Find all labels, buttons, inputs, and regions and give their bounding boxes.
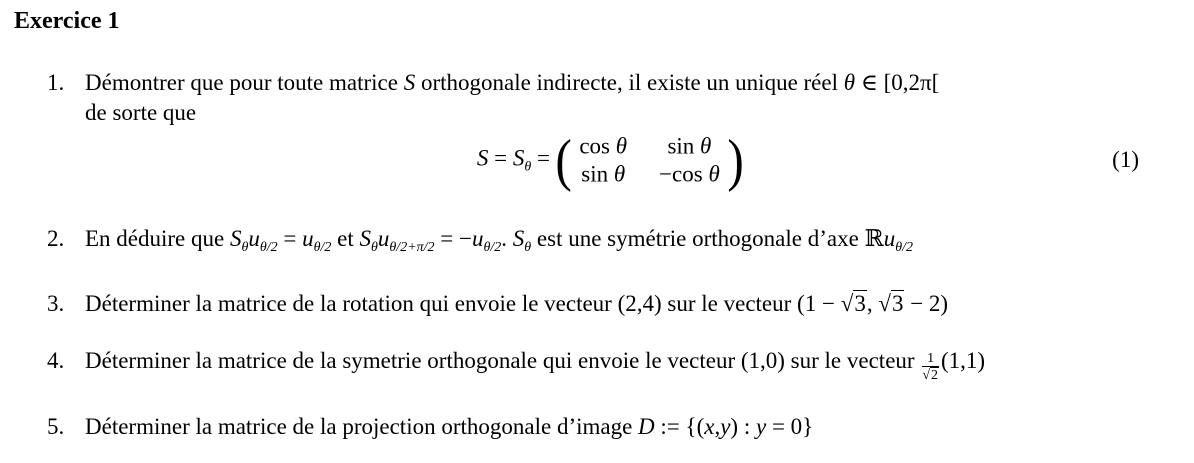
subscript: θ/2 (313, 240, 332, 255)
equals-sign: = (488, 145, 513, 170)
list-item-5 (47, 412, 1180, 442)
list-item-2 (47, 224, 1180, 263)
text-segment: Déterminer la matrice de la symetrie orthogonale qui envoie le vecteur (1,0) sur le vecteur (85, 348, 921, 373)
equation-lhs (477, 145, 550, 175)
equals-sign: = (277, 226, 303, 251)
item4-line (85, 346, 1180, 383)
matrix-cell-10 (579, 161, 627, 188)
item-number: 4. (47, 348, 65, 373)
matrix-cell-00 (579, 133, 627, 160)
matrix-cell-11 (659, 161, 720, 188)
text-segment: et (331, 226, 360, 251)
paren-close: ) (727, 127, 744, 192)
item-number: 1. (47, 70, 65, 95)
matrix (579, 133, 719, 188)
math-var-u: u (377, 226, 390, 251)
subscript: θ/2 (483, 240, 502, 255)
math-var-theta: θ (708, 161, 720, 187)
text-segment: − 2) (904, 291, 949, 316)
text-segment: , (714, 414, 721, 439)
item1-line2: de sorte que (85, 100, 197, 125)
equals-sign: = (531, 145, 551, 170)
text-segment: orthogonale indirecte, il existe un unique réel (415, 70, 844, 95)
math-var-theta: θ (700, 133, 712, 159)
math-fn: cos (579, 133, 616, 159)
math-fn: −cos (659, 161, 709, 187)
math-var-theta: θ (613, 161, 626, 187)
text-segment: ) : (730, 414, 756, 439)
item-body (85, 68, 1180, 128)
equation-number: (1) (1112, 147, 1139, 172)
text-segment: , (866, 291, 879, 316)
fraction-numerator: 1 (922, 351, 939, 367)
math-var-theta: θ (843, 70, 856, 95)
text-segment: Déterminer la matrice de la projection orthogonale d’image (85, 414, 639, 439)
math-var-D: D (638, 414, 655, 439)
subscript: θ (371, 240, 378, 255)
math-var-u: u (472, 226, 484, 251)
item-body (85, 289, 1180, 319)
item2-line (85, 224, 1180, 263)
math-var-S: S (476, 145, 489, 170)
text-segment: est une symétrie orthogonale d’axe (531, 226, 865, 251)
equation-content (476, 127, 745, 192)
subscript: θ/2 (895, 240, 913, 255)
item-body (85, 346, 1180, 383)
text-segment: ∈ [0,2π[ (855, 70, 940, 95)
paren-open: ( (555, 127, 572, 192)
item-number: 5. (47, 414, 65, 439)
math-var-u: u (883, 226, 896, 251)
subscript: θ/2 (259, 240, 278, 255)
sqrt-sign: √ (840, 291, 854, 316)
subscript: θ/2+π/2 (389, 240, 435, 255)
blackboard-R: ℝ (864, 226, 884, 252)
sqrt-radicand: 3 (891, 291, 904, 316)
equation-block (0, 126, 1194, 194)
math-var-S: S (512, 226, 525, 251)
item5-line (85, 412, 1180, 442)
text-segment: . (501, 226, 513, 251)
math-var-x: x (704, 414, 715, 439)
text-segment: (1,1) (941, 348, 986, 373)
item-body (85, 224, 1180, 263)
sqrt-sign: √ (922, 368, 930, 383)
subscript-theta: θ (524, 159, 532, 174)
fraction (922, 351, 939, 383)
item-number: 2. (47, 226, 65, 251)
list-item-1 (47, 68, 1180, 128)
item3-line (85, 289, 1180, 319)
text-segment: = 0} (766, 414, 814, 439)
math-var-theta: θ (615, 133, 628, 159)
math-var-S: S (403, 70, 416, 95)
math-var-S: S (229, 226, 242, 251)
math-fn: sin (581, 161, 614, 187)
equals-sign: = − (434, 226, 472, 251)
sqrt-expression (878, 290, 904, 316)
text-segment: Déterminer la matrice de la rotation qui envoie le vecteur (2,4) sur le vecteur (1 − (85, 291, 841, 316)
sqrt-expression (841, 290, 867, 316)
text-segment: En déduire que (85, 226, 230, 251)
sqrt-radicand: 3 (854, 291, 866, 316)
math-var-S: S (359, 226, 372, 251)
item1-line1 (85, 68, 1180, 98)
math-var-y: y (755, 414, 767, 439)
matrix-cell-01 (659, 133, 720, 160)
math-var-u: u (248, 226, 260, 251)
sqrt-sign: √ (878, 291, 891, 316)
math-var-y: y (720, 414, 731, 439)
math-var-u: u (302, 226, 314, 251)
math-var-S: S (512, 145, 525, 170)
fraction-denominator (922, 367, 939, 383)
text-segment: := {( (654, 414, 705, 439)
item-body (85, 412, 1180, 442)
list-item-3 (47, 289, 1180, 319)
list-item-4 (47, 346, 1180, 383)
math-fn: sin (667, 133, 701, 159)
sqrt-radicand: 2 (931, 368, 938, 383)
exercise-title: Exercice 1 (14, 8, 120, 34)
item-number: 3. (47, 291, 65, 316)
text-segment: Démontrer que pour toute matrice (85, 70, 404, 95)
subscript: θ (241, 240, 249, 255)
subscript: θ (524, 240, 532, 255)
